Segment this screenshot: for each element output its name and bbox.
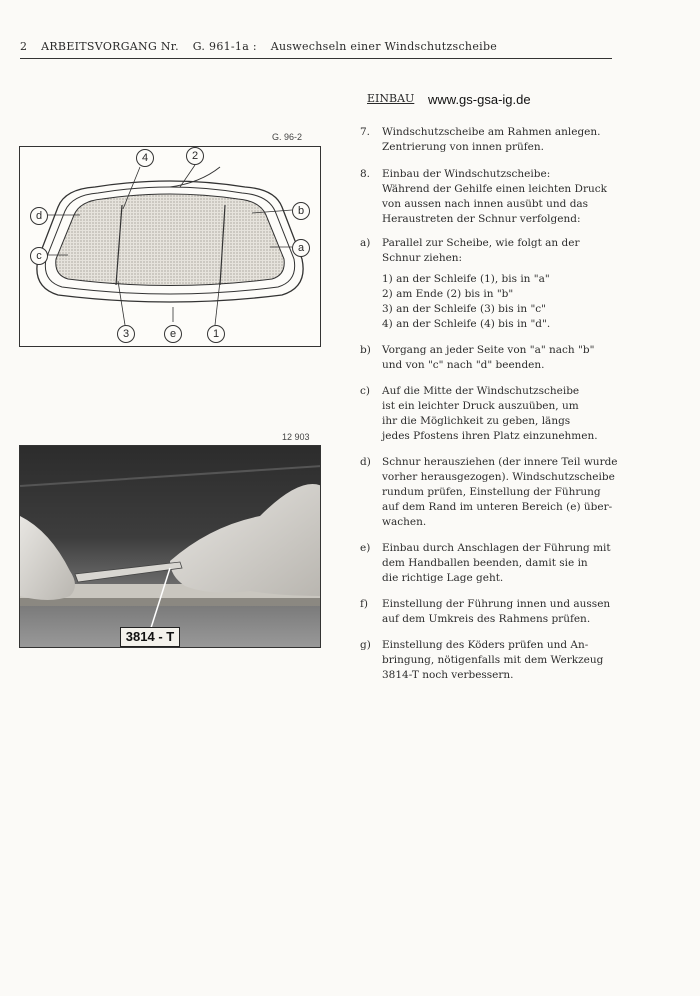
callout-2: 2 <box>186 147 204 165</box>
substep-g <box>360 638 690 683</box>
step-line: und von "c" nach "d" beenden. <box>382 359 545 371</box>
step-line: rundum prüfen, Einstellung der Führung <box>382 486 601 498</box>
step-line: Zentrierung von innen prüfen. <box>382 141 544 153</box>
step-line: Parallel zur Scheibe, wie folgt an der <box>382 237 580 249</box>
callout-d: d <box>30 207 48 225</box>
step-line: ist ein leichter Druck auszuüben, um <box>382 400 579 412</box>
installation-photo-svg <box>20 446 321 648</box>
step-line: Vorgang an jeder Seite von "a" nach "b" <box>382 344 595 356</box>
substep-letter: g) <box>360 639 371 651</box>
step-line: Schnur herausziehen (der innere Teil wurde <box>382 456 618 468</box>
header-title: Auswechseln einer Windschutzscheibe <box>270 40 498 53</box>
callout-a: a <box>292 239 310 257</box>
header-prefix: ARBEITSVORGANG Nr. <box>41 40 179 53</box>
substep-letter: a) <box>360 237 371 249</box>
list-item: 4) an der Schleife (4) bis in "d". <box>382 318 551 330</box>
step-7 <box>360 125 690 155</box>
callout-1: 1 <box>207 325 225 343</box>
list-item: 2) am Ende (2) bis in "b" <box>382 288 514 300</box>
list-item: 1) an der Schleife (1), bis in "a" <box>382 273 550 285</box>
cord-end-2 <box>170 167 220 187</box>
callout-4: 4 <box>136 149 154 167</box>
header-code: G. 961-1a : <box>192 40 257 53</box>
step-line: von aussen nach innen ausübt und das <box>382 198 589 210</box>
page-header <box>20 40 612 59</box>
substep-letter: d) <box>360 456 371 468</box>
page-number: 2 <box>20 40 28 53</box>
step-line: vorher herausgezogen). Windschutzscheibe <box>382 471 615 483</box>
step-line: Windschutzscheibe am Rahmen anlegen. <box>382 126 601 138</box>
glass <box>56 194 285 286</box>
callout-c: c <box>30 247 48 265</box>
substep-e <box>360 541 690 586</box>
step-line: wachen. <box>382 516 427 528</box>
step-line: jedes Pfostens ihren Platz einzunehmen. <box>382 430 598 442</box>
windshield-diagram-svg <box>20 147 320 346</box>
tool-label: 3814 - T <box>120 627 180 647</box>
substep-d <box>360 455 690 530</box>
step-line: auf dem Umkreis des Rahmens prüfen. <box>382 613 591 625</box>
step-line: die richtige Lage geht. <box>382 572 504 584</box>
step-line: Heraustreten der Schnur verfolgend: <box>382 213 581 225</box>
step-number: 8. <box>360 168 371 180</box>
step-line: Einstellung der Führung innen und aussen <box>382 598 611 610</box>
step-line: Einbau durch Anschlagen der Führung mit <box>382 542 611 554</box>
section-title: EINBAU <box>367 92 415 105</box>
step-line: Einbau der Windschutzscheibe: <box>382 168 551 180</box>
step-line: Auf die Mitte der Windschutzscheibe <box>382 385 580 397</box>
callout-3: 3 <box>117 325 135 343</box>
step-line: ihr die Möglichkeit zu geben, längs <box>382 415 571 427</box>
substep-b <box>360 343 690 373</box>
instruction-steps <box>360 125 690 694</box>
substep-letter: f) <box>360 598 368 610</box>
windshield-diagram <box>19 146 321 347</box>
step-line: auf dem Rand im unteren Bereich (e) über- <box>382 501 613 513</box>
list-item: 3) an der Schleife (3) bis in "c" <box>382 303 546 315</box>
substep-f <box>360 597 690 627</box>
callout-e: e <box>164 325 182 343</box>
installation-photo <box>19 445 321 648</box>
substep-c <box>360 384 690 444</box>
step-line: bringung, nötigenfalls mit dem Werkzeug <box>382 654 604 666</box>
figure2-label: 12 903 <box>282 432 310 442</box>
step-line: 3814-T noch verbessern. <box>382 669 514 681</box>
step-number: 7. <box>360 126 371 138</box>
step-8 <box>360 167 690 227</box>
step-line: dem Handballen beenden, damit sie in <box>382 557 588 569</box>
substep-a <box>360 236 690 332</box>
cord-pull-list <box>382 272 690 332</box>
figure1-label: G. 96-2 <box>272 132 303 142</box>
substep-letter: b) <box>360 344 371 356</box>
step-line: Schnur ziehen: <box>382 252 463 264</box>
step-line: Während der Gehilfe einen leichten Druck <box>382 183 607 195</box>
callout-b: b <box>292 202 310 220</box>
website-watermark: www.gs-gsa-ig.de <box>428 92 531 107</box>
step-line: Einstellung des Köders prüfen und An- <box>382 639 589 651</box>
substep-letter: c) <box>360 385 370 397</box>
substep-letter: e) <box>360 542 371 554</box>
